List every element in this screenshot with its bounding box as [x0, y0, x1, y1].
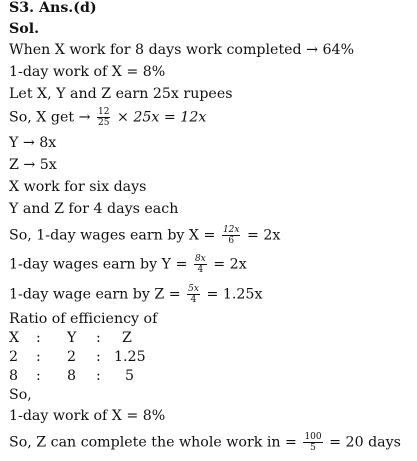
ratio-cell: Y [67, 330, 77, 346]
ratio-cell: 8 [67, 368, 77, 384]
fraction-denominator: 25 [97, 118, 110, 128]
line-x-six-days: X work for six days [9, 179, 147, 195]
ratio-cell: X [9, 330, 20, 346]
ratio-cell: : [36, 349, 41, 365]
fraction-denominator: 4 [190, 295, 197, 305]
line-x-work-completed: When X work for 8 days work completed → 64% [9, 42, 355, 58]
line-x-one-day-work-repeat: 1-day work of X = 8% [9, 408, 166, 424]
ratio-cell: 8 [9, 368, 19, 384]
line-y-share: Y → 8x [9, 135, 57, 151]
ratio-row-values [9, 348, 146, 366]
line-x-wages [9, 225, 280, 246]
fraction-denominator: 4 [197, 265, 204, 275]
fraction-5x-4 [187, 284, 200, 305]
z-wages-prefix: 1-day wage earn by Z = [9, 286, 181, 303]
ratio-cell: : [96, 330, 101, 346]
line-yz-four-days: Y and Z for 4 days each [9, 201, 179, 217]
ratio-cell: : [36, 368, 41, 384]
ratio-row-scaled [9, 367, 134, 385]
line-x-gets [9, 107, 206, 128]
y-wages-prefix: 1-day wages earn by Y = [9, 256, 188, 273]
line-x-one-day-work: 1-day work of X = 8% [9, 64, 166, 80]
z-completion-prefix: So, Z can complete the whole work in = [9, 434, 297, 451]
line-earnings: Let X, Y and Z earn 25x rupees [9, 86, 233, 102]
x-gets-prefix: So, X get → [9, 109, 91, 126]
fraction-numerator: 100 [304, 432, 322, 442]
ratio-cell: : [36, 330, 41, 346]
fraction-100-5 [303, 432, 322, 453]
ratio-cell: Z [122, 330, 132, 346]
ratio-cell: : [96, 349, 101, 365]
fraction-8x-4 [194, 254, 207, 275]
line-z-wages [9, 284, 262, 305]
ratio-cell: : [96, 368, 101, 384]
fraction-denominator: 6 [228, 236, 235, 246]
x-gets-result: × 25x = 12x [116, 109, 207, 126]
line-z-share: Z → 5x [9, 157, 57, 173]
fraction-numerator: 8x [194, 254, 206, 264]
line-z-completion [9, 432, 401, 453]
answer-heading: S3. Ans.(d) [9, 0, 97, 16]
z-completion-result: = 20 days [329, 434, 401, 451]
y-wages-result: = 2x [213, 256, 247, 273]
x-wages-result: = 2x [247, 227, 281, 244]
line-so: So, [9, 387, 32, 403]
fraction-numerator: 12x [222, 225, 240, 235]
fraction-numerator: 5x [188, 284, 199, 294]
fraction-12-25 [97, 107, 110, 128]
fraction-numerator: 12 [97, 107, 110, 117]
ratio-cell: 2 [67, 349, 77, 365]
line-y-wages [9, 254, 247, 275]
ratio-cell: 5 [125, 368, 135, 384]
solution-label: Sol. [9, 21, 40, 37]
z-wages-result: = 1.25x [206, 286, 263, 303]
x-wages-prefix: So, 1-day wages earn by X = [9, 227, 216, 244]
ratio-cell: 1.25 [114, 349, 146, 365]
line-ratio-heading: Ratio of efficiency of [9, 311, 158, 327]
ratio-row-header [9, 329, 132, 347]
ratio-cell: 2 [9, 349, 19, 365]
fraction-denominator: 5 [310, 443, 316, 453]
fraction-12x-6 [222, 225, 241, 246]
